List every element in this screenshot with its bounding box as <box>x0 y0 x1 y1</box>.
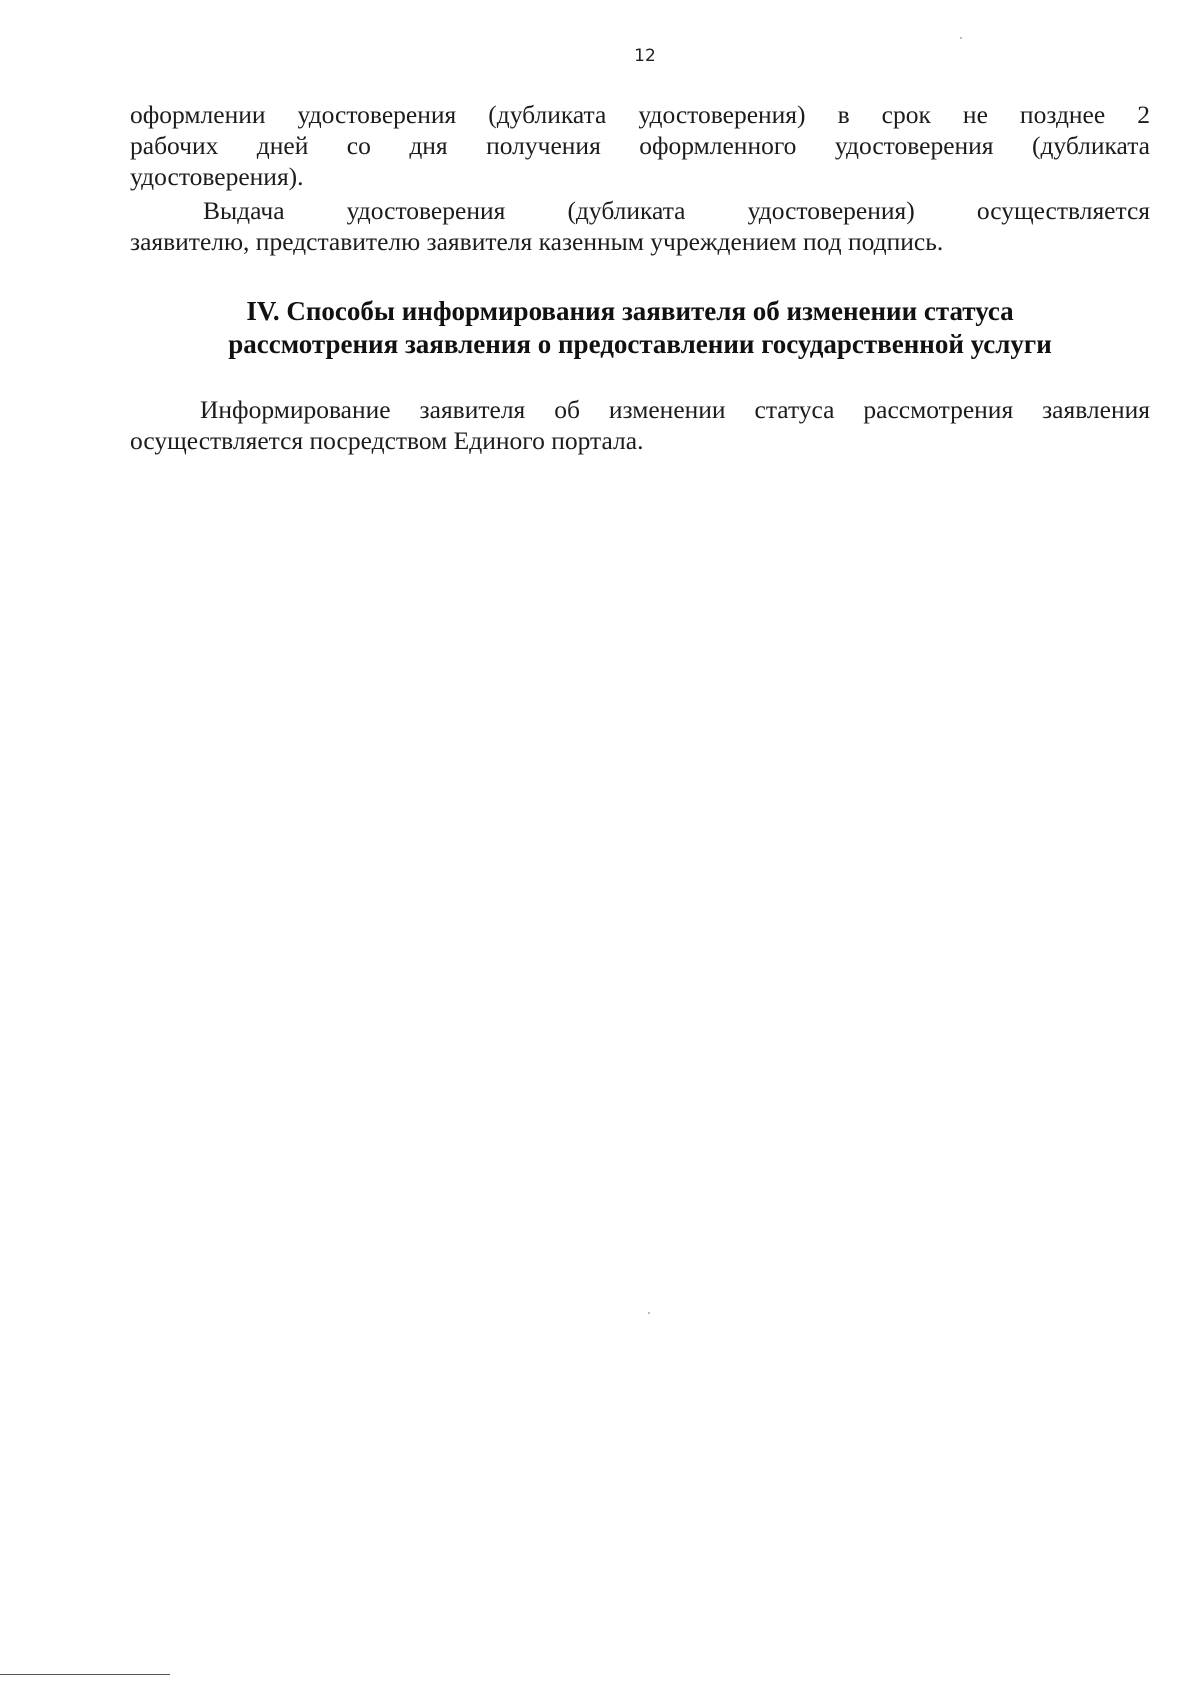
paragraph-line: рабочих дней со дня получения оформленного удостоверения (дубликата <box>130 131 1150 160</box>
scan-speck <box>648 1312 650 1314</box>
section-heading <box>130 295 1150 361</box>
paragraph-issuance-delivery <box>130 195 1150 257</box>
paragraph-line: Информирование заявителя об изменении статуса рассмотрения заявления <box>200 395 1150 424</box>
paragraph-line: осуществляется посредством Единого портала. <box>130 426 644 455</box>
page-number: 12 <box>634 46 656 66</box>
paragraph-line: оформлении удостоверения (дубликата удостоверения) в срок не позднее 2 <box>130 100 1150 129</box>
paragraph-line: удостоверения). <box>130 162 304 191</box>
paragraph-issuance-deadline <box>130 99 1150 192</box>
paragraph-line: Выдача удостоверения (дубликата удостоверения) осуществляется <box>203 196 1150 225</box>
bottom-rule <box>0 1674 170 1675</box>
scan-speck <box>960 37 962 39</box>
paragraph-status-notification <box>130 394 1150 456</box>
paragraph-line: заявителю, представителю заявителя казенным учреждением под подпись. <box>130 227 944 256</box>
section-heading-line-1: IV. Способы информирования заявителя об изменении статуса <box>246 296 1014 326</box>
section-heading-line-2: рассмотрения заявления о предоставлении государственной услуги <box>228 329 1052 359</box>
